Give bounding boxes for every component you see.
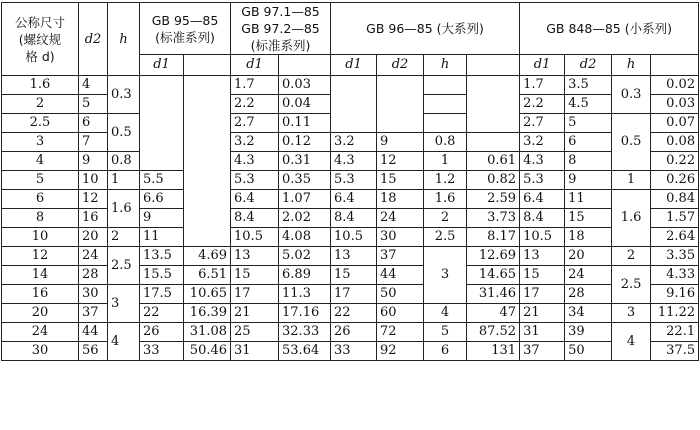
cell-gb96-m: 31.46 <box>467 285 520 304</box>
cell-gb848-d2: 4.5 <box>565 95 612 114</box>
cell-gb95-d1: 26 <box>140 323 184 342</box>
cell-gb848-m: 0.02 <box>651 76 699 95</box>
cell-d2: 28 <box>79 266 108 285</box>
cell-gb96-h: 5 <box>424 323 467 342</box>
cell-gb97-d1: 6.4 <box>231 190 279 209</box>
cell-gb97-d1: 31 <box>231 342 279 361</box>
cell-gb848-m: 1.57 <box>651 209 699 228</box>
cell-gb848-m: 2.64 <box>651 228 699 247</box>
cell-d2: 4 <box>79 76 108 95</box>
cell-gb848-d2: 11 <box>565 190 612 209</box>
table-row <box>2 76 699 95</box>
cell-d2: 10 <box>79 171 108 190</box>
cell-gb96-h: 4 <box>424 304 467 323</box>
cell-gb848-m: 9.16 <box>651 285 699 304</box>
cell-gb97-d1: 17 <box>231 285 279 304</box>
cell-gb96-m: 0.82 <box>467 171 520 190</box>
gb95-header-line: (标准系列) <box>155 29 215 45</box>
cell-gb96-m: 2.59 <box>467 190 520 209</box>
cell-gb97-d1: 15 <box>231 266 279 285</box>
h-header: h <box>108 3 140 76</box>
cell-gb97-m: 17.16 <box>279 304 331 323</box>
cell-gb848-d1: 5.3 <box>520 171 565 190</box>
header-row <box>2 3 699 55</box>
cell-gb97-d1: 4.3 <box>231 152 279 171</box>
cell-gb97-m: 11.3 <box>279 285 331 304</box>
cell-gb848-d2: 8 <box>565 152 612 171</box>
table-row <box>2 323 699 342</box>
cell-gb848-d2: 20 <box>565 247 612 266</box>
cell-gb848-d1: 2.2 <box>520 95 565 114</box>
cell-size: 14 <box>2 266 79 285</box>
cell-size: 30 <box>2 342 79 361</box>
cell-gb97-d1: 25 <box>231 323 279 342</box>
cell-size: 5 <box>2 171 79 190</box>
cell-gb96-h <box>424 95 467 114</box>
nominal-size-header-line: 格 d) <box>25 48 55 64</box>
cell-size: 1.6 <box>2 76 79 95</box>
cell-gb96-m: 14.65 <box>467 266 520 285</box>
cell-h: 0.3 <box>108 76 140 114</box>
cell-size: 6 <box>2 190 79 209</box>
cell-h: 2 <box>108 228 140 247</box>
cell-d2: 56 <box>79 342 108 361</box>
cell-gb848-m: 4.33 <box>651 266 699 285</box>
cell-gb96-d2: 50 <box>377 285 424 304</box>
gb95-blank-subheader <box>184 55 231 76</box>
cell-gb848-d2: 15 <box>565 209 612 228</box>
cell-gb97-d1: 13 <box>231 247 279 266</box>
cell-gb848-d2: 5 <box>565 114 612 133</box>
cell-gb97-m: 32.33 <box>279 323 331 342</box>
cell-gb96-h: 3 <box>424 247 467 304</box>
gb97-d1-subheader: d1 <box>231 55 279 76</box>
table-row <box>2 171 699 190</box>
table-row <box>2 247 699 266</box>
cell-gb97-m: 4.08 <box>279 228 331 247</box>
cell-gb96-m: 131 <box>467 342 520 361</box>
cell-gb97-m: 53.64 <box>279 342 331 361</box>
cell-gb848-d2: 6 <box>565 133 612 152</box>
gb97-header-line: (标准系列) <box>250 38 311 53</box>
cell-gb95-m: 6.51 <box>184 266 231 285</box>
cell-gb848-m: 0.22 <box>651 152 699 171</box>
cell-gb848-d1: 6.4 <box>520 190 565 209</box>
cell-size: 4 <box>2 152 79 171</box>
gb95-d1-subheader: d1 <box>140 55 184 76</box>
cell-gb96-d1 <box>331 76 377 133</box>
cell-gb848-d1: 21 <box>520 304 565 323</box>
cell-gb96-h: 2 <box>424 209 467 228</box>
cell-gb96-h <box>424 76 467 95</box>
cell-d2: 44 <box>79 323 108 342</box>
cell-gb96-m <box>467 133 520 152</box>
cell-gb97-m: 2.02 <box>279 209 331 228</box>
cell-gb848-d1: 1.7 <box>520 76 565 95</box>
cell-gb96-d2: 60 <box>377 304 424 323</box>
cell-gb95-d1: 15.5 <box>140 266 184 285</box>
cell-size: 12 <box>2 247 79 266</box>
cell-gb97-m: 6.89 <box>279 266 331 285</box>
cell-d2: 30 <box>79 285 108 304</box>
cell-gb97-m: 0.12 <box>279 133 331 152</box>
cell-gb96-m: 12.69 <box>467 247 520 266</box>
cell-gb96-h: 0.8 <box>424 133 467 152</box>
cell-size: 2 <box>2 95 79 114</box>
cell-gb848-d2: 34 <box>565 304 612 323</box>
cell-gb848-d1: 37 <box>520 342 565 361</box>
cell-gb848-h: 2 <box>612 247 651 266</box>
cell-gb96-d1: 22 <box>331 304 377 323</box>
cell-gb95-d1: 17.5 <box>140 285 184 304</box>
cell-h: 2.5 <box>108 247 140 285</box>
cell-gb848-m: 0.08 <box>651 133 699 152</box>
gb96-h-subheader: h <box>424 55 467 76</box>
cell-d2: 20 <box>79 228 108 247</box>
cell-gb96-d1: 6.4 <box>331 190 377 209</box>
cell-gb95-m <box>184 76 231 247</box>
gb95-header-line: GB 95—85 <box>151 12 219 28</box>
cell-gb96-d1: 10.5 <box>331 228 377 247</box>
cell-size: 20 <box>2 304 79 323</box>
cell-gb97-d1: 3.2 <box>231 133 279 152</box>
gb95-header <box>140 3 231 55</box>
cell-gb848-d1: 8.4 <box>520 209 565 228</box>
nominal-size-header-line: 公称尺寸 <box>14 14 65 30</box>
gb848-d1-subheader: d1 <box>520 55 565 76</box>
cell-gb848-m: 3.35 <box>651 247 699 266</box>
cell-gb97-d1: 5.3 <box>231 171 279 190</box>
cell-gb95-m: 10.65 <box>184 285 231 304</box>
cell-gb95-m: 31.08 <box>184 323 231 342</box>
table-row <box>2 190 699 209</box>
cell-gb96-m: 47 <box>467 304 520 323</box>
cell-gb848-d2: 28 <box>565 285 612 304</box>
cell-size: 24 <box>2 323 79 342</box>
cell-gb96-d2: 30 <box>377 228 424 247</box>
cell-gb848-d1: 4.3 <box>520 152 565 171</box>
cell-gb97-d1: 2.7 <box>231 114 279 133</box>
cell-gb848-d2: 18 <box>565 228 612 247</box>
cell-gb96-d1: 33 <box>331 342 377 361</box>
cell-gb848-d1: 13 <box>520 247 565 266</box>
cell-d2: 5 <box>79 95 108 114</box>
cell-gb95-d1: 6.6 <box>140 190 184 209</box>
cell-gb97-d1: 1.7 <box>231 76 279 95</box>
cell-d2: 6 <box>79 114 108 133</box>
cell-gb95-d1: 22 <box>140 304 184 323</box>
gb848-d2-subheader: d2 <box>565 55 612 76</box>
table-row <box>2 304 699 323</box>
cell-gb96-d2: 9 <box>377 133 424 152</box>
cell-d2: 9 <box>79 152 108 171</box>
cell-gb96-m: 0.61 <box>467 152 520 171</box>
cell-gb848-m: 0.07 <box>651 114 699 133</box>
cell-gb96-d2: 44 <box>377 266 424 285</box>
cell-gb848-d1: 2.7 <box>520 114 565 133</box>
cell-gb848-m: 0.84 <box>651 190 699 209</box>
cell-gb848-d1: 10.5 <box>520 228 565 247</box>
gb97-header-line: GB 97.2—85 <box>241 21 320 36</box>
cell-gb97-m: 0.11 <box>279 114 331 133</box>
cell-h: 1 <box>108 171 140 190</box>
cell-h: 1.6 <box>108 190 140 228</box>
cell-h: 4 <box>108 323 140 361</box>
cell-gb96-h: 1 <box>424 152 467 171</box>
cell-d2: 7 <box>79 133 108 152</box>
cell-gb96-d2: 92 <box>377 342 424 361</box>
cell-gb96-h: 1.6 <box>424 190 467 209</box>
cell-size: 8 <box>2 209 79 228</box>
cell-h: 0.5 <box>108 114 140 152</box>
table-row <box>2 209 699 228</box>
table-row <box>2 133 699 152</box>
gb848-blank-subheader <box>651 55 699 76</box>
washer-dimension-table <box>1 2 699 361</box>
cell-gb848-d1: 17 <box>520 285 565 304</box>
cell-gb96-d2: 12 <box>377 152 424 171</box>
cell-gb97-d1: 2.2 <box>231 95 279 114</box>
cell-gb848-h: 1.6 <box>612 190 651 247</box>
cell-gb95-m: 4.69 <box>184 247 231 266</box>
gb97-header <box>231 3 331 55</box>
gb96-header: GB 96—85 (大系列) <box>331 3 520 55</box>
cell-gb97-m: 5.02 <box>279 247 331 266</box>
cell-gb96-d2: 72 <box>377 323 424 342</box>
cell-gb96-d1: 5.3 <box>331 171 377 190</box>
cell-gb848-d2: 9 <box>565 171 612 190</box>
cell-gb96-m: 87.52 <box>467 323 520 342</box>
cell-gb95-d1: 33 <box>140 342 184 361</box>
cell-gb848-d2: 50 <box>565 342 612 361</box>
cell-gb97-m: 0.35 <box>279 171 331 190</box>
table-row <box>2 285 699 304</box>
gb96-d1-subheader: d1 <box>331 55 377 76</box>
cell-gb848-h: 0.5 <box>612 114 651 171</box>
cell-gb97-m: 0.04 <box>279 95 331 114</box>
cell-gb848-m: 37.5 <box>651 342 699 361</box>
cell-gb95-m: 16.39 <box>184 304 231 323</box>
cell-gb96-h: 6 <box>424 342 467 361</box>
cell-gb96-d1: 4.3 <box>331 152 377 171</box>
cell-gb97-d1: 8.4 <box>231 209 279 228</box>
table-row <box>2 266 699 285</box>
nominal-size-header-line: (螺纹规 <box>18 31 62 47</box>
cell-gb848-m: 11.22 <box>651 304 699 323</box>
cell-gb96-d2: 15 <box>377 171 424 190</box>
cell-gb97-m: 0.03 <box>279 76 331 95</box>
cell-gb848-d2: 39 <box>565 323 612 342</box>
cell-size: 3 <box>2 133 79 152</box>
cell-gb95-d1 <box>140 76 184 171</box>
cell-gb96-d2: 37 <box>377 247 424 266</box>
cell-gb96-d2: 24 <box>377 209 424 228</box>
gb848-header: GB 848—85 (小系列) <box>520 3 699 55</box>
cell-d2: 37 <box>79 304 108 323</box>
cell-gb96-d1: 26 <box>331 323 377 342</box>
cell-gb848-m: 22.1 <box>651 323 699 342</box>
cell-gb97-d1: 21 <box>231 304 279 323</box>
cell-gb96-h: 1.2 <box>424 171 467 190</box>
cell-gb95-d1: 11 <box>140 228 184 247</box>
cell-gb97-m: 1.07 <box>279 190 331 209</box>
cell-gb848-m: 0.03 <box>651 95 699 114</box>
cell-gb848-h: 3 <box>612 304 651 323</box>
cell-gb95-d1: 9 <box>140 209 184 228</box>
table-row <box>2 152 699 171</box>
table-row <box>2 342 699 361</box>
cell-gb96-d1: 17 <box>331 285 377 304</box>
cell-gb848-h: 4 <box>612 323 651 361</box>
cell-d2: 16 <box>79 209 108 228</box>
gb848-h-subheader: h <box>612 55 651 76</box>
cell-d2: 24 <box>79 247 108 266</box>
cell-gb96-d1: 8.4 <box>331 209 377 228</box>
nominal-size-header <box>2 3 79 76</box>
cell-gb96-h: 2.5 <box>424 228 467 247</box>
table-body <box>2 3 699 361</box>
cell-gb848-d2: 24 <box>565 266 612 285</box>
cell-gb97-d1: 10.5 <box>231 228 279 247</box>
cell-gb848-h: 2.5 <box>612 266 651 304</box>
cell-gb848-d1: 3.2 <box>520 133 565 152</box>
cell-d2: 12 <box>79 190 108 209</box>
cell-gb95-d1: 5.5 <box>140 171 184 190</box>
cell-h: 3 <box>108 285 140 323</box>
cell-gb96-d1: 15 <box>331 266 377 285</box>
gb97-header-line: GB 97.1—85 <box>241 4 320 19</box>
d2-header: d2 <box>79 3 108 76</box>
cell-gb96-m: 3.73 <box>467 209 520 228</box>
cell-gb97-m: 0.31 <box>279 152 331 171</box>
cell-size: 10 <box>2 228 79 247</box>
table-row <box>2 228 699 247</box>
cell-gb96-d2: 18 <box>377 190 424 209</box>
cell-gb848-d1: 31 <box>520 323 565 342</box>
cell-gb96-m: 8.17 <box>467 228 520 247</box>
cell-gb96-h <box>424 114 467 133</box>
cell-size: 2.5 <box>2 114 79 133</box>
cell-gb96-m <box>467 76 520 133</box>
cell-gb96-d1: 3.2 <box>331 133 377 152</box>
cell-gb848-h: 1 <box>612 171 651 190</box>
cell-gb95-d1: 13.5 <box>140 247 184 266</box>
cell-gb96-d2 <box>377 76 424 133</box>
gb97-blank-subheader <box>279 55 331 76</box>
cell-gb848-d2: 3.5 <box>565 76 612 95</box>
gb96-d2-subheader: d2 <box>377 55 424 76</box>
cell-h: 0.8 <box>108 152 140 171</box>
cell-gb848-d1: 15 <box>520 266 565 285</box>
cell-gb95-m: 50.46 <box>184 342 231 361</box>
cell-gb848-h: 0.3 <box>612 76 651 114</box>
gb96-blank-subheader <box>467 55 520 76</box>
cell-gb96-d1: 13 <box>331 247 377 266</box>
cell-gb848-m: 0.26 <box>651 171 699 190</box>
cell-size: 16 <box>2 285 79 304</box>
